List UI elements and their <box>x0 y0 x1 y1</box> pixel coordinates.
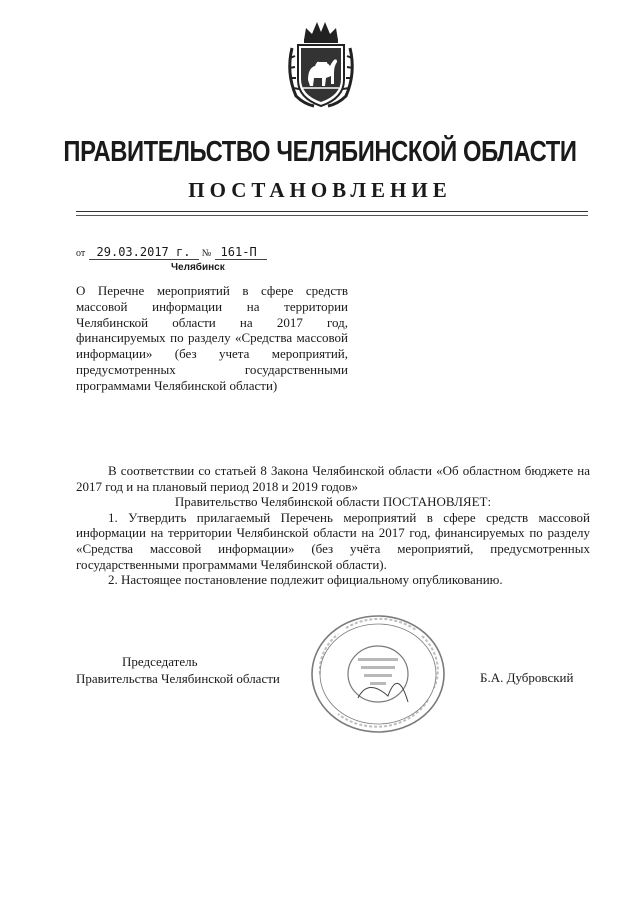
city-name: Челябинск <box>171 262 225 273</box>
document-number: 161-П <box>215 245 267 260</box>
document-subject: О Перечне мероприятий в сфере средств массовой информации на территории Челябинской области на 2017 год, финансируемых по разделу «Средства массовой информации» (без учета мероприятий, предусмотренных государственными программами Челябинской области) <box>76 283 348 393</box>
official-stamp <box>298 608 454 738</box>
signatory-title-line-2: Правительства Челябинской области <box>76 671 280 686</box>
document-type: ПОСТАНОВЛЕНИЕ <box>188 178 452 202</box>
preamble-paragraph: В соответствии со статьей 8 Закона Челябинской области «Об областном бюджете на 2017 год и на плановый период 2018 и 2019 годов» <box>76 463 590 494</box>
from-label: от <box>76 248 86 259</box>
number-label: № <box>201 248 212 259</box>
resolves-paragraph: Правительство Челябинской области ПОСТАНОВЛЯЕТ: <box>174 494 492 510</box>
document-meta <box>76 244 267 260</box>
signatory-name: Б.А. Дубровский <box>480 670 574 685</box>
government-title: ПРАВИТЕЛЬСТВО ЧЕЛЯБИНСКОЙ ОБЛАСТИ <box>63 136 577 168</box>
header-rule-thin <box>76 215 588 216</box>
document-date: 29.03.2017 г. <box>89 245 199 260</box>
item-1-paragraph: 1. Утвердить прилагаемый Перечень мероприятий в сфере средств массовой информации на территории Челябинской области на 2017 год, финансируемых по разделу «Средства массовой информации» (без учёта мероприятий, предусмотренных государственными программами Челябинской области). <box>76 509 590 572</box>
signatory-title-line-1: Председатель <box>122 654 198 669</box>
signatory-title <box>76 653 280 687</box>
item-2-paragraph: 2. Настоящее постановление подлежит официальному опубликованию. <box>108 572 503 588</box>
coat-of-arms-emblem <box>284 18 358 110</box>
document-body <box>76 463 590 588</box>
header-rule-thick <box>76 211 588 212</box>
